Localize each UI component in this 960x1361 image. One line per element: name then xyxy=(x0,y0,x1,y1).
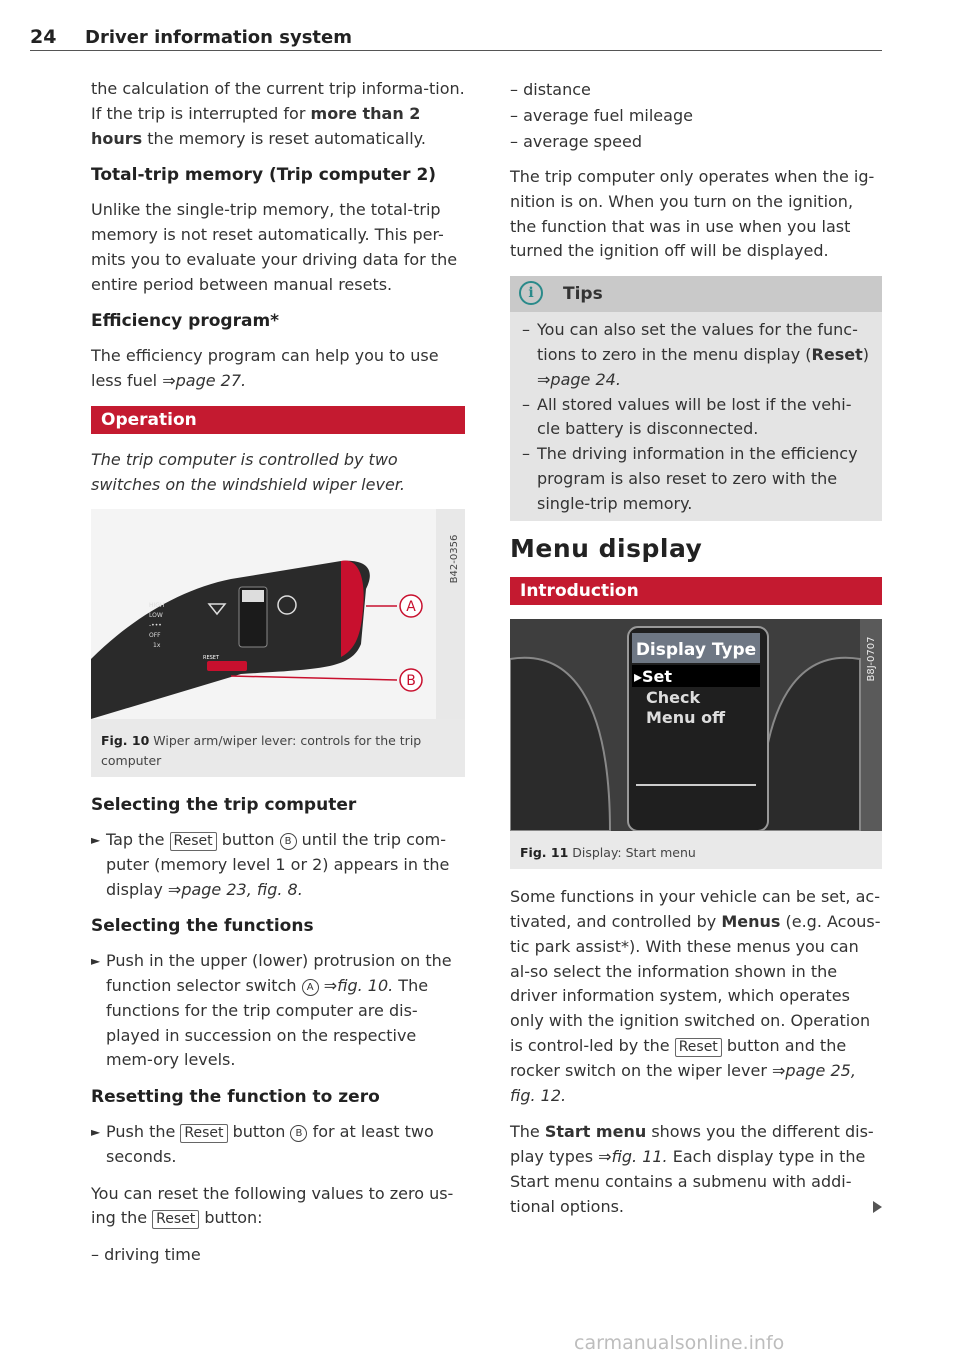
wiper-lever-illustration xyxy=(91,509,465,719)
menu-item-menu-off: Menu off xyxy=(646,708,726,728)
lever-low-label: LOW xyxy=(149,612,163,620)
reset-key: Reset xyxy=(170,832,217,851)
lever-off-label: OFF xyxy=(149,632,161,640)
efficiency-heading: Efficiency program* xyxy=(91,311,280,332)
list-item: – distance xyxy=(510,80,591,99)
tips-box xyxy=(510,276,882,520)
page-link[interactable]: ⇒page 23, fig. 8. xyxy=(167,879,303,899)
list-item: – average fuel mileage xyxy=(510,106,693,125)
tips-title: Tips xyxy=(563,284,603,305)
continued-arrow-icon xyxy=(873,1201,882,1213)
screen-title: Display Type xyxy=(635,640,757,661)
left-column xyxy=(91,77,465,1268)
list-item: – driving time xyxy=(91,1245,201,1265)
tip-item: – The driving information in the efficiency program is also reset to zero with the single-trip memory. xyxy=(522,444,858,513)
intro-paragraph: the calculation of the current trip informa-tion. If the trip is interrupted for more than 2 hours the memory is reset automatically. xyxy=(91,79,465,148)
page-number: 24 xyxy=(30,26,57,48)
menu-item-set: ▸Set xyxy=(634,667,673,687)
lever-high-label: HIGH xyxy=(149,602,165,610)
circle-a-icon: A xyxy=(302,979,319,996)
reset-values-list xyxy=(510,77,882,155)
menu-display-heading: Menu display xyxy=(510,533,703,563)
total-trip-heading: Total-trip memory (Trip computer 2) xyxy=(91,165,437,186)
circle-b-icon: B xyxy=(280,833,297,850)
reset-tag: RESET xyxy=(203,655,220,662)
figure-link[interactable]: ⇒fig. 11. xyxy=(598,1147,668,1167)
figure-11-caption: Fig. 11 Display: Start menu xyxy=(520,845,696,861)
tips-header xyxy=(510,276,882,312)
reset-key: Reset xyxy=(152,1210,199,1229)
lever-1x-label: 1x xyxy=(153,642,161,650)
page-header xyxy=(30,26,882,51)
callout-b: B xyxy=(406,673,416,690)
figure-10 xyxy=(91,509,465,777)
reset-heading: Resetting the function to zero xyxy=(91,1087,380,1108)
figure-11 xyxy=(510,619,882,869)
introduction-bar: Introduction xyxy=(510,577,882,605)
callout-a: A xyxy=(406,599,416,616)
operation-lead: The trip computer is controlled by two switches on the windshield wiper lever. xyxy=(91,449,405,494)
ignition-text: The trip computer only operates when the ig-nition is on. When you turn on the ignition, the function that was in use when you last turned the ignition off will be displayed. xyxy=(510,167,875,261)
page-link[interactable]: ⇒page 25, fig. 12. xyxy=(510,1060,856,1105)
right-column xyxy=(510,77,882,1232)
select-functions-heading: Selecting the functions xyxy=(91,916,314,937)
reset-step: ► Push the Reset button B for at least two seconds. xyxy=(91,1121,434,1166)
watermark: carmanualsonline.info xyxy=(574,1332,785,1354)
lever-interval-label: -••• xyxy=(149,622,162,630)
list-item: – average speed xyxy=(510,132,643,151)
tip-item: – All stored values will be lost if the vehi-cle battery is disconnected. xyxy=(522,394,852,439)
tip-item: – You can also set the values for the func-tions to zero in the menu display (Reset) ⇒page 24. xyxy=(522,320,869,389)
values-text: You can reset the following values to zero us-ing the Reset button: xyxy=(91,1183,454,1228)
efficiency-text: The efficiency program can help you to use less fuel ⇒page 27. xyxy=(91,346,439,390)
figure-code: B42-0356 xyxy=(449,535,460,584)
figure-link[interactable]: ⇒fig. 10. xyxy=(323,975,394,995)
figure-code: B8J-0707 xyxy=(866,636,877,682)
display-start-menu-illustration xyxy=(510,619,882,831)
page-link[interactable]: ⇒page 24. xyxy=(537,369,621,389)
start-menu-text: The Start menu shows you the different dis-play types ⇒fig. 11. Each display type in the Start menu contains a submenu with addi-tional options. xyxy=(510,1120,882,1219)
menu-item-check: Check xyxy=(646,688,701,708)
figure-10-caption: Fig. 10 Wiper arm/wiper lever: controls for the trip computer xyxy=(101,733,422,769)
circle-b-icon: B xyxy=(290,1125,307,1142)
reset-key: Reset xyxy=(675,1038,722,1057)
info-icon: i xyxy=(519,281,543,305)
page-link[interactable]: ⇒page 27. xyxy=(162,370,247,390)
reset-key: Reset xyxy=(180,1124,227,1143)
operation-bar: Operation xyxy=(91,406,465,434)
menus-text: Some functions in your vehicle can be set, ac-tivated, and controlled by Menus (e.g. Acous-tic park assist*). With these menus you can al-so select the information shown in the driver information system, which operates only with the ignition switched on. Operation is control-led by the Reset button and the rocker switch on the wiper lever ⇒page 25, fig. 12. xyxy=(510,887,881,1105)
total-trip-text: Unlike the single-trip memory, the total-trip memory is not reset automatically. This per-mits you to evaluate your driving data for the entire period between manual resets. xyxy=(91,200,458,294)
select-trip-step: ► Tap the Reset button B until the trip com-puter (memory level 1 or 2) appears in the display ⇒page 23, fig. 8. xyxy=(91,829,450,899)
select-functions-step: ► Push in the upper (lower) protrusion on the function selector switch A ⇒fig. 10. The functions for the trip computer are dis-played in succession on the respective mem-ory levels. xyxy=(91,951,452,1070)
page-title: Driver information system xyxy=(85,27,352,48)
select-trip-heading: Selecting the trip computer xyxy=(91,795,357,816)
